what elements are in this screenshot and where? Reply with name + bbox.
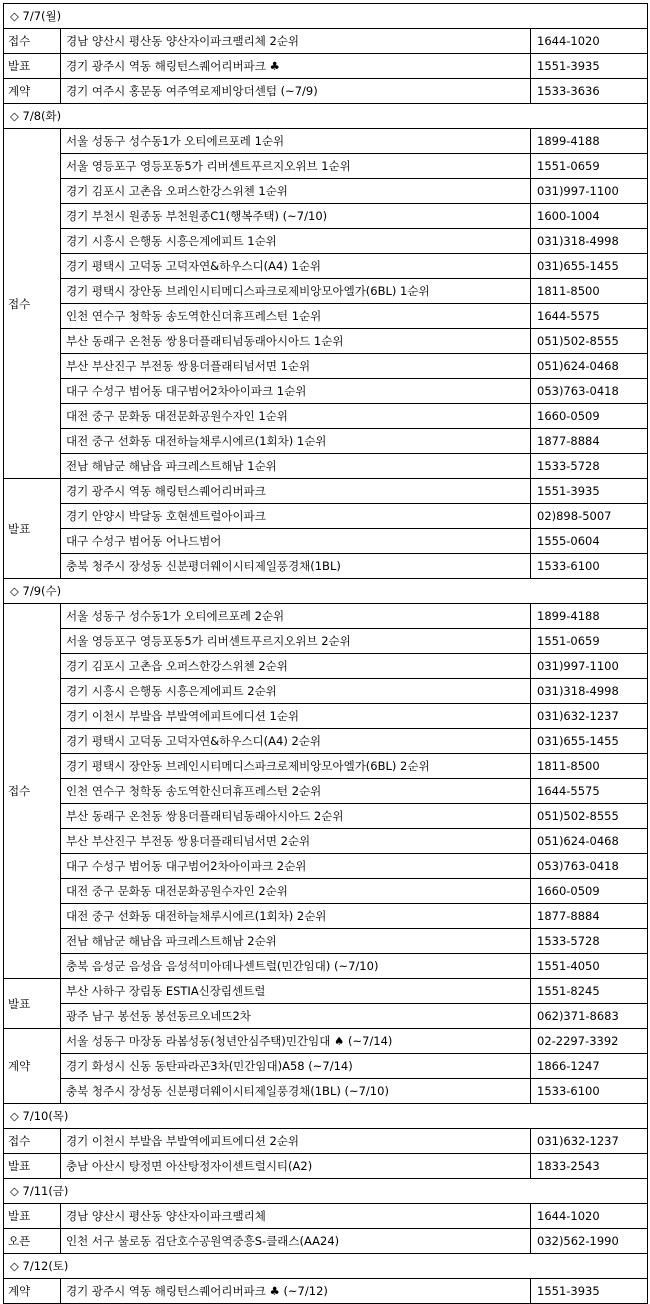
phone-cell: 1533-5728 [531,929,648,954]
table-row [4,1279,648,1304]
complex-name-cell: 충북 음성군 음성읍 음성석미아데나센트럴(민간임대) (~7/10) [61,954,531,979]
complex-name-cell: 부산 동래구 온천동 쌍용더플래티넘동래아시아드 2순위 [61,804,531,829]
table-row [4,529,648,554]
table-row [4,704,648,729]
complex-name-cell: 경기 평택시 장안동 브레인시티메디스파크로제비앙모아엘가(6BL) 1순위 [61,279,531,304]
complex-name-cell: 광주 남구 봉선동 봉선동르오네뜨2차 [61,1004,531,1029]
phone-cell: 1551-0659 [531,629,648,654]
complex-name-cell: 경기 안양시 박달동 호현센트럴아이파크 [61,504,531,529]
complex-name-cell: 경기 화성시 신동 동탄파라곤3차(민간임대)A58 (~7/14) [61,1054,531,1079]
phone-cell: 1551-3935 [531,54,648,79]
complex-name-cell: 대전 중구 문화동 대전문화공원수자인 2순위 [61,879,531,904]
table-row [4,354,648,379]
category-cell: 발표 [4,979,61,1029]
table-row [4,554,648,579]
table-row [4,829,648,854]
phone-cell: 053)763-0418 [531,379,648,404]
complex-name-cell: 경기 김포시 고촌읍 오퍼스한강스위첸 2순위 [61,654,531,679]
phone-cell: 1660-0509 [531,879,648,904]
phone-cell: 1533-5728 [531,454,648,479]
table-row [4,204,648,229]
complex-name-cell: 서울 성동구 성수동1가 오티에르포레 1순위 [61,129,531,154]
phone-cell: 031)655-1455 [531,729,648,754]
table-row [4,279,648,304]
phone-cell: 031)632-1237 [531,1129,648,1154]
complex-name-cell: 대전 중구 문화동 대전문화공원수자인 1순위 [61,404,531,429]
table-row [4,1054,648,1079]
schedule-body [4,4,648,1304]
table-row [4,804,648,829]
complex-name-cell: 경남 양산시 평산동 양산자이파크팰리체 2순위 [61,29,531,54]
phone-cell: 1555-0604 [531,529,648,554]
complex-name-cell: 대구 수성구 범어동 대구범어2차아이파크 2순위 [61,854,531,879]
complex-name-cell: 인천 서구 불로동 검단호수공원역중흥S-클래스(AA24) [61,1229,531,1254]
complex-name-cell: 경기 평택시 고덕동 고덕자연&하우스디(A4) 2순위 [61,729,531,754]
complex-name-cell: 충북 청주시 장성동 신분평더웨이시티제일풍경채(1BL) [61,554,531,579]
table-row [4,729,648,754]
phone-cell: 02)898-5007 [531,504,648,529]
phone-cell: 031)318-4998 [531,229,648,254]
phone-cell: 1811-8500 [531,279,648,304]
complex-name-cell: 경기 광주시 역동 해링턴스퀘어리버파크 ♣ (~7/12) [61,1279,531,1304]
complex-name-cell: 대구 수성구 범어동 어나드범어 [61,529,531,554]
table-row [4,654,648,679]
complex-name-cell: 경기 광주시 역동 해링턴스퀘어리버파크 [61,479,531,504]
table-row [4,479,648,504]
complex-name-cell: 충남 아산시 탕정면 아산탕정자이센트럴시티(A2) [61,1154,531,1179]
phone-cell: 1551-3935 [531,1279,648,1304]
table-row [4,154,648,179]
phone-cell: 1644-1020 [531,29,648,54]
complex-name-cell: 인천 연수구 청학동 송도역한신더휴프레스턴 1순위 [61,304,531,329]
category-cell: 접수 [4,1129,61,1154]
category-cell: 접수 [4,129,61,479]
table-row [4,954,648,979]
category-cell: 계약 [4,1279,61,1304]
phone-cell: 031)318-4998 [531,679,648,704]
phone-cell: 1551-0659 [531,154,648,179]
table-row [4,79,648,104]
category-cell: 접수 [4,604,61,979]
complex-name-cell: 경기 김포시 고촌읍 오퍼스한강스위첸 1순위 [61,179,531,204]
complex-name-cell: 부산 부산진구 부전동 쌍용더플래티넘서면 2순위 [61,829,531,854]
complex-name-cell: 부산 사하구 장림동 ESTIA신장림센트럴 [61,979,531,1004]
table-row [4,29,648,54]
complex-name-cell: 대구 수성구 범어동 대구범어2차아이파크 1순위 [61,379,531,404]
table-row [4,454,648,479]
complex-name-cell: 경기 광주시 역동 해링턴스퀘어리버파크 ♣ [61,54,531,79]
table-row [4,929,648,954]
table-row [4,179,648,204]
table-row [4,754,648,779]
phone-cell: 1533-6100 [531,554,648,579]
table-row [4,604,648,629]
complex-name-cell: 충북 청주시 장성동 신분평더웨이시티제일풍경채(1BL) (~7/10) [61,1079,531,1104]
phone-cell: 1644-1020 [531,1204,648,1229]
date-header-row [4,579,648,604]
phone-cell: 031)997-1100 [531,654,648,679]
table-row [4,404,648,429]
date-header: ◇ 7/10(목) [4,1104,648,1129]
subscription-schedule-table [3,3,648,1304]
table-row [4,1129,648,1154]
phone-cell: 1644-5575 [531,304,648,329]
phone-cell: 1811-8500 [531,754,648,779]
table-row [4,854,648,879]
table-row [4,979,648,1004]
phone-cell: 1899-4188 [531,604,648,629]
date-header-row [4,104,648,129]
date-header: ◇ 7/7(월) [4,4,648,29]
phone-cell: 051)502-8555 [531,329,648,354]
table-row [4,1004,648,1029]
phone-cell: 1866-1247 [531,1054,648,1079]
category-cell: 계약 [4,1029,61,1104]
complex-name-cell: 경남 양산시 평산동 양산자이파크팰리체 [61,1204,531,1229]
complex-name-cell: 경기 이천시 부발읍 부발역에피트에디션 2순위 [61,1129,531,1154]
date-header: ◇ 7/9(수) [4,579,648,604]
table-row [4,1229,648,1254]
category-cell: 오픈 [4,1229,61,1254]
phone-cell: 031)997-1100 [531,179,648,204]
date-header: ◇ 7/11(금) [4,1179,648,1204]
complex-name-cell: 서울 영등포구 영등포동5가 리버센트푸르지오위브 1순위 [61,154,531,179]
table-row [4,1029,648,1054]
phone-cell: 02-2297-3392 [531,1029,648,1054]
complex-name-cell: 경기 시흥시 은행동 시흥은계에피트 1순위 [61,229,531,254]
phone-cell: 053)763-0418 [531,854,648,879]
table-row [4,129,648,154]
date-header-row [4,1179,648,1204]
complex-name-cell: 경기 여주시 홍문동 여주역로제비앙더센텀 (~7/9) [61,79,531,104]
phone-cell: 1644-5575 [531,779,648,804]
complex-name-cell: 서울 성동구 성수동1가 오티에르포레 2순위 [61,604,531,629]
complex-name-cell: 인천 연수구 청학동 송도역한신더휴프레스턴 2순위 [61,779,531,804]
complex-name-cell: 대전 중구 선화동 대전하늘채루시에르(1회차) 2순위 [61,904,531,929]
table-row [4,304,648,329]
phone-cell: 031)655-1455 [531,254,648,279]
table-row [4,679,648,704]
phone-cell: 051)624-0468 [531,829,648,854]
table-row [4,329,648,354]
phone-cell: 1600-1004 [531,204,648,229]
phone-cell: 1533-3636 [531,79,648,104]
category-cell: 접수 [4,29,61,54]
complex-name-cell: 경기 이천시 부발읍 부발역에피트에디션 1순위 [61,704,531,729]
phone-cell: 1899-4188 [531,129,648,154]
table-row [4,229,648,254]
date-header: ◇ 7/8(화) [4,104,648,129]
table-row [4,1079,648,1104]
complex-name-cell: 서울 영등포구 영등포동5가 리버센트푸르지오위브 2순위 [61,629,531,654]
phone-cell: 1833-2543 [531,1154,648,1179]
complex-name-cell: 경기 평택시 장안동 브레인시티메디스파크로제비앙모아엘가(6BL) 2순위 [61,754,531,779]
phone-cell: 1877-8884 [531,904,648,929]
complex-name-cell: 대전 중구 선화동 대전하늘채루시에르(1회차) 1순위 [61,429,531,454]
phone-cell: 1551-4050 [531,954,648,979]
phone-cell: 032)562-1990 [531,1229,648,1254]
category-cell: 발표 [4,479,61,579]
phone-cell: 1877-8884 [531,429,648,454]
phone-cell: 1533-6100 [531,1079,648,1104]
complex-name-cell: 경기 평택시 고덕동 고덕자연&하우스디(A4) 1순위 [61,254,531,279]
complex-name-cell: 전남 해남군 해남읍 파크레스트해남 1순위 [61,454,531,479]
table-row [4,54,648,79]
table-row [4,429,648,454]
phone-cell: 062)371-8683 [531,1004,648,1029]
table-row [4,379,648,404]
category-cell: 발표 [4,1154,61,1179]
complex-name-cell: 부산 동래구 온천동 쌍용더플래티넘동래아시아드 1순위 [61,329,531,354]
table-row [4,629,648,654]
table-row [4,904,648,929]
complex-name-cell: 경기 부천시 원종동 부천원종C1(행복주택) (~7/10) [61,204,531,229]
category-cell: 발표 [4,54,61,79]
phone-cell: 031)632-1237 [531,704,648,729]
table-row [4,1154,648,1179]
phone-cell: 051)624-0468 [531,354,648,379]
category-cell: 발표 [4,1204,61,1229]
date-header-row [4,1254,648,1279]
date-header-row [4,4,648,29]
table-row [4,779,648,804]
complex-name-cell: 전남 해남군 해남읍 파크레스트해남 2순위 [61,929,531,954]
table-row [4,254,648,279]
date-header-row [4,1104,648,1129]
table-row [4,504,648,529]
phone-cell: 1551-3935 [531,479,648,504]
phone-cell: 051)502-8555 [531,804,648,829]
complex-name-cell: 경기 시흥시 은행동 시흥은계에피트 2순위 [61,679,531,704]
table-row [4,879,648,904]
date-header: ◇ 7/12(토) [4,1254,648,1279]
complex-name-cell: 부산 부산진구 부전동 쌍용더플래티넘서면 1순위 [61,354,531,379]
phone-cell: 1660-0509 [531,404,648,429]
category-cell: 계약 [4,79,61,104]
phone-cell: 1551-8245 [531,979,648,1004]
table-row [4,1204,648,1229]
complex-name-cell: 서울 성동구 마장동 라봄성동(청년안심주택)민간임대 ♠ (~7/14) [61,1029,531,1054]
